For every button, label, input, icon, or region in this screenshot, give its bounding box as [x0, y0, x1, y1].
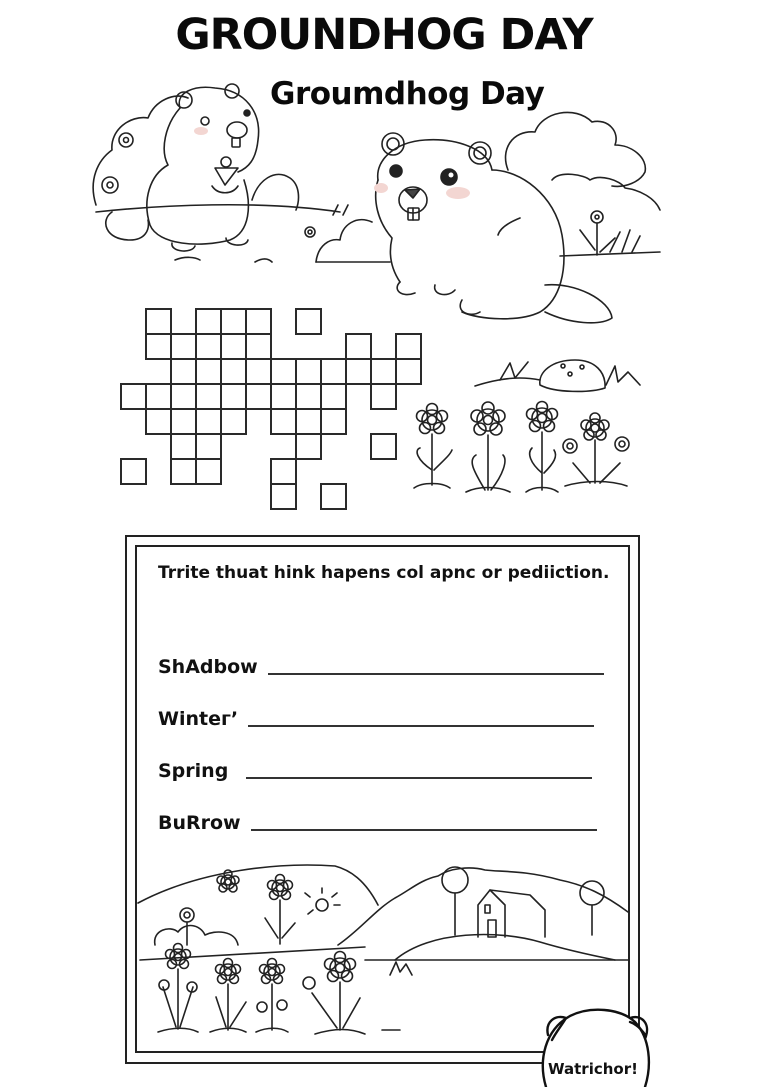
badge-text: Watrichor!	[548, 1060, 638, 1078]
page-subtitle: Groumdhog Day	[270, 76, 545, 112]
answer-label: ShAdbow	[158, 656, 258, 678]
answer-label: BuRrow	[158, 812, 241, 834]
worksheet-instruction: Trrite thuat hink hapens col apnc or pediiction.	[158, 563, 610, 583]
page-title: GROUNDHOG DAY	[175, 10, 593, 60]
answer-label: Spring	[158, 760, 229, 782]
answer-label: Winteг’	[158, 708, 239, 730]
